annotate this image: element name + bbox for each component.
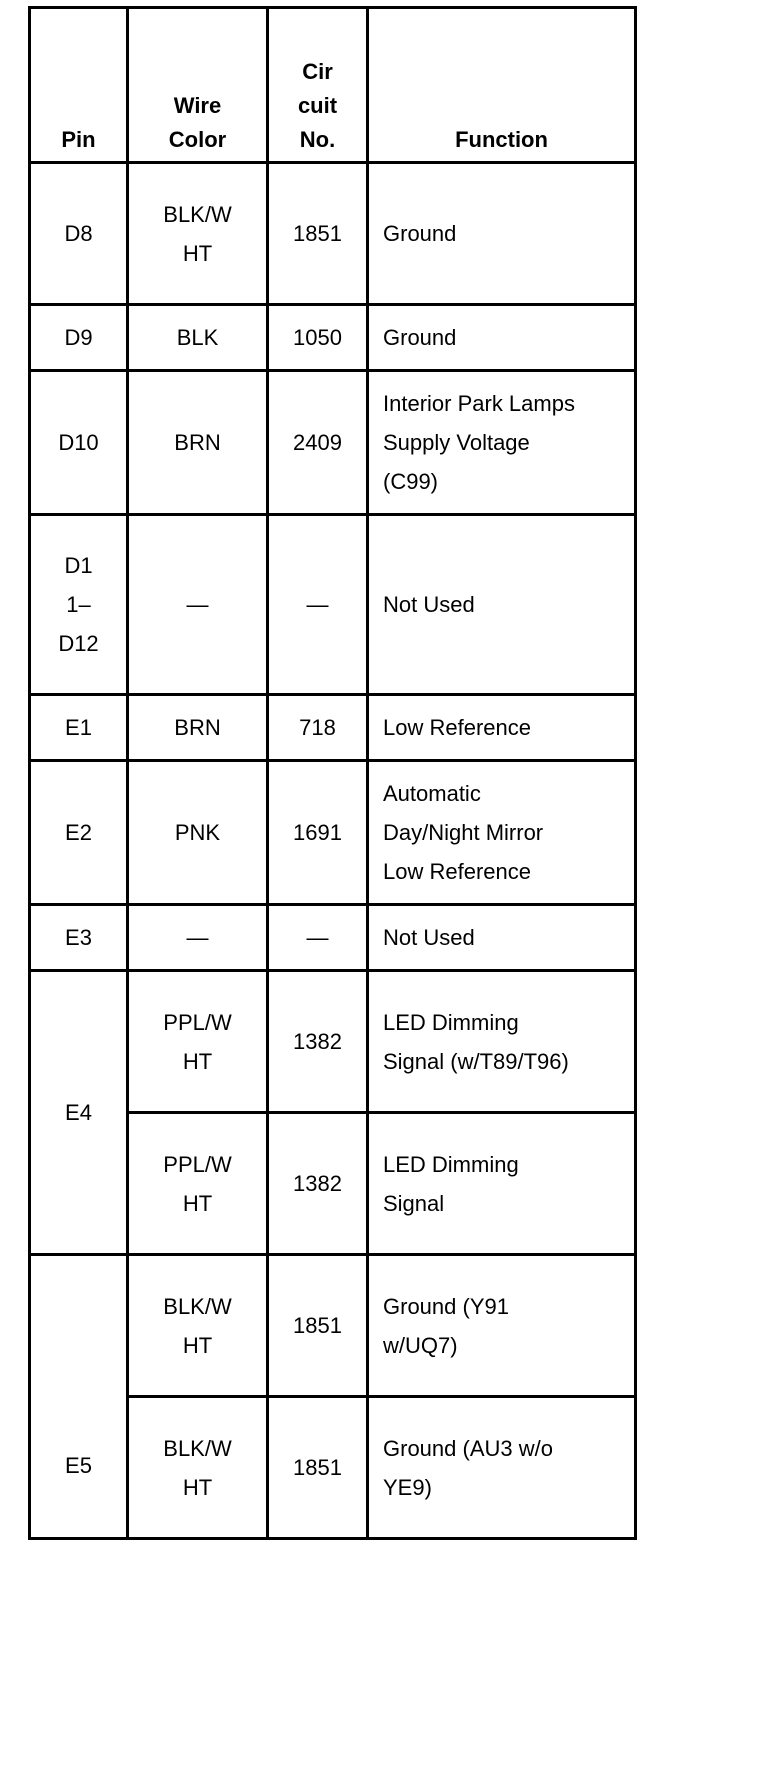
- function-cell: Ground (AU3 w/o YE9): [368, 1397, 636, 1539]
- table-row: [30, 1255, 636, 1397]
- wire-color-cell: BLK/W HT: [128, 1255, 268, 1397]
- connector-pin-table: [28, 6, 637, 1540]
- table-row: [30, 305, 636, 371]
- table-header: [30, 8, 636, 163]
- table-row: [30, 163, 636, 305]
- function-cell: Ground: [368, 163, 636, 305]
- header-function: Function: [368, 8, 636, 163]
- function-cell: Automatic Day/Night Mirror Low Reference: [368, 761, 636, 905]
- table-row: [30, 371, 636, 515]
- pin-cell: D10: [30, 371, 128, 515]
- wire-color-cell: BRN: [128, 695, 268, 761]
- header-row: [30, 8, 636, 163]
- wire-color-cell: —: [128, 515, 268, 695]
- wire-color-cell: PNK: [128, 761, 268, 905]
- pin-cell: E2: [30, 761, 128, 905]
- wire-color-cell: —: [128, 905, 268, 971]
- circuit-cell: 1382: [268, 1113, 368, 1255]
- wire-color-cell: BLK/W HT: [128, 163, 268, 305]
- circuit-cell: 1050: [268, 305, 368, 371]
- table-body: [30, 163, 636, 1539]
- pin-cell: E1: [30, 695, 128, 761]
- function-cell: Not Used: [368, 515, 636, 695]
- header-pin: Pin: [30, 8, 128, 163]
- pin-cell: D8: [30, 163, 128, 305]
- function-cell: LED Dimming Signal (w/T89/T96): [368, 971, 636, 1113]
- wire-color-cell: PPL/W HT: [128, 971, 268, 1113]
- wire-color-cell: BRN: [128, 371, 268, 515]
- circuit-cell: 1851: [268, 1255, 368, 1397]
- function-cell: LED Dimming Signal: [368, 1113, 636, 1255]
- wire-color-cell: BLK/W HT: [128, 1397, 268, 1539]
- circuit-cell: 718: [268, 695, 368, 761]
- function-cell: Interior Park Lamps Supply Voltage (C99): [368, 371, 636, 515]
- table-row: [30, 515, 636, 695]
- table-row: [30, 905, 636, 971]
- circuit-cell: —: [268, 515, 368, 695]
- function-cell: Low Reference: [368, 695, 636, 761]
- table-row: [30, 761, 636, 905]
- circuit-cell: 2409: [268, 371, 368, 515]
- circuit-cell: 1691: [268, 761, 368, 905]
- wire-color-cell: BLK: [128, 305, 268, 371]
- function-cell: Ground: [368, 305, 636, 371]
- wire-color-cell: PPL/W HT: [128, 1113, 268, 1255]
- table-row: [30, 695, 636, 761]
- table-row: [30, 971, 636, 1113]
- circuit-cell: 1851: [268, 163, 368, 305]
- function-cell: Not Used: [368, 905, 636, 971]
- pin-cell: D1 1– D12: [30, 515, 128, 695]
- pin-cell: E5: [30, 1255, 128, 1539]
- pin-cell: D9: [30, 305, 128, 371]
- pin-cell: E4: [30, 971, 128, 1255]
- function-cell: Ground (Y91 w/UQ7): [368, 1255, 636, 1397]
- pin-cell: E3: [30, 905, 128, 971]
- header-circuit-no: Cir cuit No.: [268, 8, 368, 163]
- circuit-cell: —: [268, 905, 368, 971]
- circuit-cell: 1382: [268, 971, 368, 1113]
- header-wire-color: Wire Color: [128, 8, 268, 163]
- circuit-cell: 1851: [268, 1397, 368, 1539]
